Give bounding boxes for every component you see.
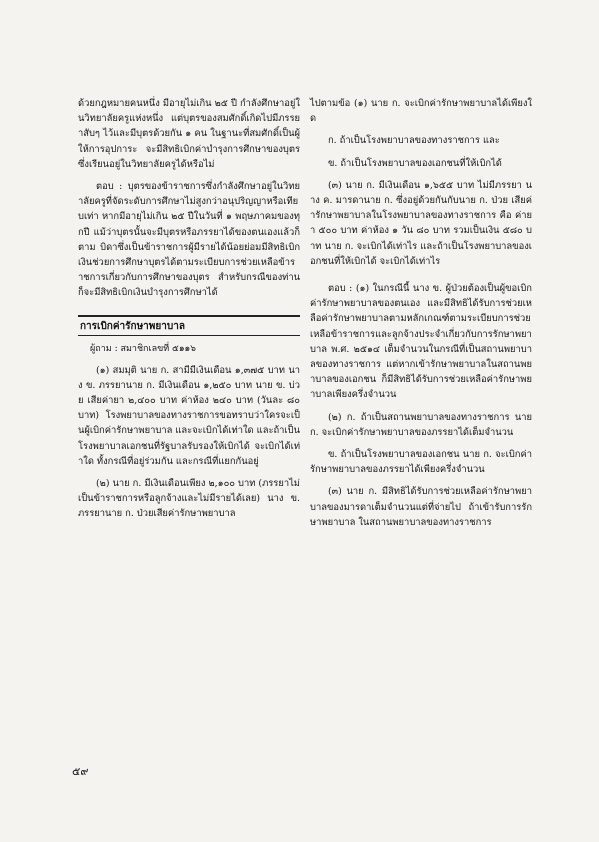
answer-2a: (๒) ก. ถ้าเป็นสถานพยาบาลของทางราชการ นาย ก. จะเบิกค่ารักษาพยาบาลของภรรยาได้เต็มจำนวน bbox=[310, 411, 532, 438]
intro-paragraph: ด้วยกฎหมายคนหนึ่ง มีอายุไม่เกิน ๒๕ ปี กำลังศึกษาอยู่ในวิทยาลัยครูแห่งหนึ่ง แต่บุตรของสมศักดิ์เกิดไปมีภรรยาสับๆ ไว้และมีบุตรด้วยกัน ๑ คน ในฐานะที่สมศักดิ์เป็นผู้ให้การอุปการะ จะมีสิทธิเบิกค่าบำรุงการศึกษาของบุตร ซึ่งเรียนอยู่ในวิทยาลัยครูได้หรือไม่ bbox=[78, 98, 300, 170]
question-item-a: ก. ถ้าเป็นโรงพยาบาลของทางราชการ และ bbox=[328, 135, 500, 147]
section-title: การเบิกค่ารักษาพยาบาล bbox=[78, 315, 300, 336]
question-paragraph-1: (๑) สมมุติ นาย ก. สามีมีเงินเดือน ๑,๓๗๕ บาท นาง ข. ภรรยานาย ก. มีเงินเดือน ๑,๒๕๐ บาท นาย ข. บ่วย เสียค่ายา ๒,๔๐๐ บาท ค่าห้อง ๒๔๐ บาท (วันละ ๘๐ บาท) โรงพยาบาลของทางราชการขอทราบว่าใครจะเป็นผู้เบิกค่ารักษาพยาบาล และจะเบิกได้เท่าใด และถ้าเป็นโรงพยาบาลเอกชนที่รัฐบาลรับรองให้เบิกได้ จะเบิกได้เท่าใด ทั้งกรณีที่อยู่ร่วมกัน และกรณีที่แยกกันอยู่ bbox=[78, 364, 300, 467]
question-author: ผู้ถาม : สมาชิกเลขที่ ๕๑๑๖ bbox=[90, 343, 196, 354]
answer-paragraph: ตอบ : บุตรของข้าราชการซึ่งกำลังศึกษาอยู่ในวิทยาลัยครูที่จัดระดับการศึกษาไม่สูงกว่าอนุปริญญาหรือเทียบเท่า หากมีอายุไม่เกิน ๒๕ ปีในวันที่ ๑ พฤษภาคมของทุกปี แม้ว่าบุตรนั้นจะมีบุตรหรือภรรยาได้ของตนเองแล้วก็ตาม บิดาซึ่งเป็นข้าราชการผู้มีรายได้น้อยย่อมมีสิทธิเบิกเงินช่วยการศึกษาบุตรได้ตามระเบียบการช่วยเหลือข้าราชการเกี่ยวกับการศึกษาของบุตร สำหรับกรณีของท่านก็จะมีสิทธิเบิกเงินบำรุงการศึกษาได้ bbox=[78, 181, 300, 299]
right-column bbox=[310, 96, 532, 537]
answer-3: (๓) นาย ก. มีสิทธิได้รับการช่วยเหลือค่ารักษาพยาบาลของมารดาเต็มจำนวนแต่ที่จ่ายไป ถ้าเข้ารับการรักษาพยาบาล ในสถานพยาบาลของทางราชการ bbox=[310, 486, 532, 528]
question-paragraph-2: (๒) นาย ก. มีเงินเดือนเพียง ๒,๑๐๐ บาท (ภรรยาไม่เป็นข้าราชการหรือลูกจ้างและไม่มีรายได้เลย) นาง ข. ภรรยานาย ก. ป่วยเสียค่ารักษาพยาบาล bbox=[78, 478, 300, 520]
page-number: ๕๙ bbox=[72, 765, 89, 778]
answer-2b: ข. ถ้าเป็นโรงพยาบาลของเอกชน นาย ก. จะเบิกค่ารักษาพยาบาลของภรรยาได้เพียงครึ่งจำนวน bbox=[310, 449, 532, 476]
question-paragraph-3: (๓) นาย ก. มีเงินเดือน ๑,๖๕๕ บาท ไม่มีภรรยา นาง ค. มารดานาย ก. ซึ่งอยู่ด้วยกันกับนาย ก. ป่วย เสียค่ารักษาพยาบาลในโรงพยาบาลของทางราชการ คือ ค่ายา ๕๐๐ บาท ค่าห้อง ๑ วัน ๘๐ บาท รวมเป็นเงิน ๕๘๐ บาท นาย ก. จะเบิกได้เท่าไร และถ้าเป็นโรงพยาบาลของเอกชนที่ให้เบิกได้ จะเบิกได้เท่าไร bbox=[310, 179, 532, 267]
question-continued: ไปตามข้อ (๑) นาย ก. จะเบิกค่ารักษาพยาบาลได้เพียงใด bbox=[310, 98, 532, 125]
answer-1: ตอบ : (๑) ในกรณีนี้ นาง ข. ผู้ป่วยต้องเป็นผู้ขอเบิกค่ารักษาพยาบาลของตนเอง และมีสิทธิได้รับการช่วยเหลือค่ารักษาพยาบาลตามหลักเกณฑ์ตามระเบียบการช่วยเหลือข้าราชการและลูกจ้างประจำเกี่ยวกับการรักษาพยาบาล พ.ศ. ๒๕๑๔ เต็มจำนวนในกรณีที่เป็นสถานพยาบาลของทางราชการ แต่หากเข้ารักษาพยาบาลในสถานพยาบาลของเอกชน ก็มีสิทธิได้รับการช่วยเหลือค่ารักษาพยาบาลเพียงครึ่งจำนวน bbox=[310, 283, 532, 401]
left-column bbox=[78, 96, 300, 529]
question-item-b: ข. ถ้าเป็นโรงพยาบาลของเอกชนที่ให้เบิกได้ bbox=[328, 157, 502, 169]
